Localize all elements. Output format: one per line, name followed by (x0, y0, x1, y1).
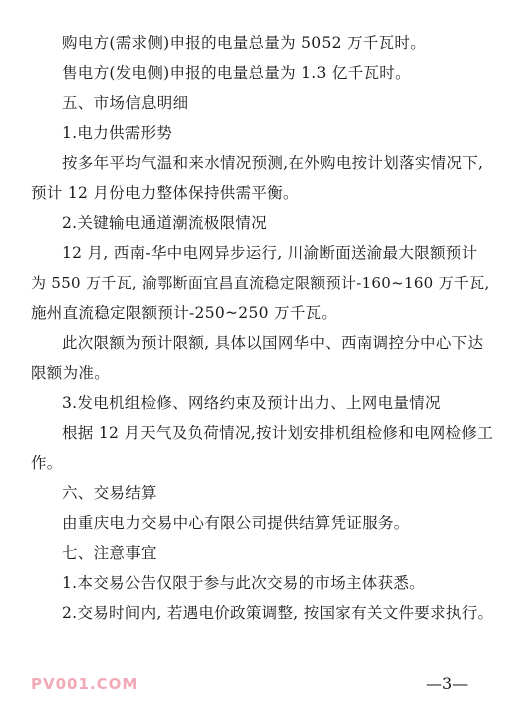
watermark-text: PV001.COM (31, 675, 139, 693)
paragraph-forecast-line2: 预计 12 月份电力整体保持供需平衡。 (31, 184, 299, 202)
paragraph-maintenance-line1: 根据 12 月天气及负荷情况,按计划安排机组检修和电网检修工 (62, 424, 494, 442)
paragraph-forecast-line1: 按多年平均气温和来水情况预测,在外购电按计划落实情况下, (62, 154, 484, 172)
paragraph-note-2: 2.交易时间内, 若遇电价政策调整, 按国家有关文件要求执行。 (62, 604, 494, 622)
paragraph-maintenance-line2: 作。 (31, 454, 63, 472)
page-number: —3— (426, 674, 469, 693)
subheading-supply-demand: 1.电力供需形势 (62, 124, 173, 142)
paragraph-limits-line1: 12 月, 西南-华中电网异步运行, 川渝断面送渝最大限额预计 (62, 244, 478, 262)
paragraph-settlement: 由重庆电力交易中心有限公司提供结算凭证服务。 (62, 514, 410, 532)
section-heading-settlement: 六、交易结算 (62, 484, 157, 502)
section-heading-market-info: 五、市场信息明细 (62, 94, 189, 112)
paragraph-limit-note-line1: 此次限额为预计限额, 具体以国网华中、西南调控分中心下达 (62, 334, 484, 352)
subheading-transmission-limits: 2.关键输电通道潮流极限情况 (62, 214, 267, 232)
paragraph-seller-volume: 售电方(发电侧)申报的电量总量为 1.3 亿千瓦时。 (62, 64, 411, 82)
paragraph-buyer-volume: 购电方(需求侧)申报的电量总量为 5052 万千瓦时。 (62, 34, 426, 52)
section-heading-notes: 七、注意事宜 (62, 544, 157, 562)
paragraph-limit-note-line2: 限额为准。 (31, 364, 111, 382)
subheading-maintenance: 3.发电机组检修、网络约束及预计出力、上网电量情况 (62, 394, 441, 412)
paragraph-limits-line3: 施州直流稳定限额预计-250~250 万千瓦。 (31, 304, 338, 322)
paragraph-note-1: 1.本交易公告仅限于参与此次交易的市场主体获悉。 (62, 574, 425, 592)
paragraph-limits-line2: 为 550 万千瓦, 渝鄂断面宜昌直流稳定限额预计-160~160 万千瓦, (31, 274, 490, 292)
